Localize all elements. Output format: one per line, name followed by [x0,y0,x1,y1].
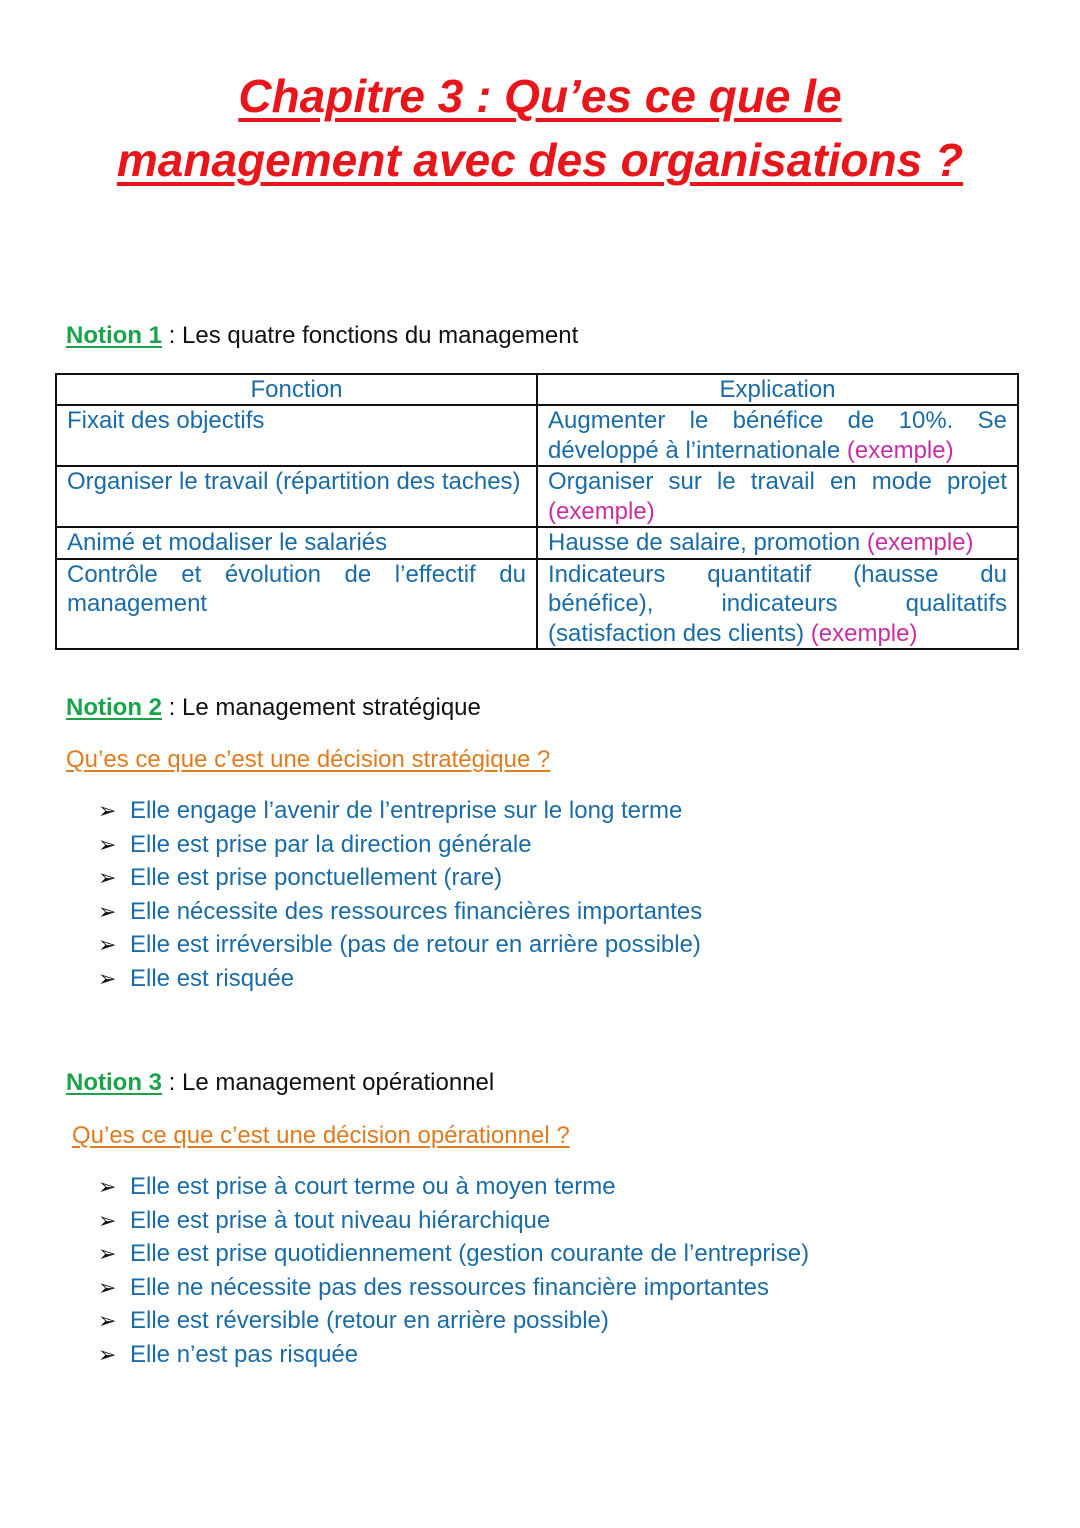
notion-1-label: Notion 1 [66,322,162,349]
list-item [98,962,702,996]
arrowhead-bullet-icon: ➢ [98,798,117,823]
notion-2-heading [66,694,481,722]
list-item-text: Elle est réversible (retour en arrière possible) [130,1307,609,1335]
arrowhead-bullet-icon: ➢ [98,1207,117,1233]
table-row [56,405,1018,466]
explication-cell [537,466,1018,527]
arrowhead-bullet-icon: ➢ [98,1241,117,1267]
fonction-cell: Organiser le travail (répartition des taches) [56,466,537,527]
fonction-cell: Fixait des objectifs [56,405,537,466]
list-item [98,828,702,862]
list-item [98,928,702,962]
list-item [98,1338,809,1372]
list-item [98,1237,809,1271]
notion-1-text: : Les quatre fonctions du management [162,322,579,349]
notion-2-question: Qu’es ce que c’est une décision stratégique ? [66,746,551,773]
fonction-cell: Animé et modaliser le salariés [56,527,537,559]
notion-3-heading [66,1069,494,1097]
functions-table [55,373,1019,650]
exemple-tag: (exemple) [846,436,954,464]
list-item-text: Elle nécessite des ressources financières importantes [130,897,703,925]
list-item-text: Elle est prise à court terme ou à moyen terme [130,1173,616,1200]
explication-text: Hausse de salaire, promotion [548,529,867,556]
explication-cell [537,527,1018,559]
notion-2-text: : Le management stratégique [162,694,481,721]
notion-2-label: Notion 2 [66,694,162,721]
list-item-text: Elle est prise quotidiennement (gestion courante de l’entreprise) [130,1240,810,1268]
arrowhead-bullet-icon: ➢ [98,831,117,857]
list-item-text: Elle est prise à tout niveau hiérarchique [130,1206,551,1234]
list-item-text: Elle ne nécessite pas des ressources financière importantes [130,1273,769,1301]
notion-2-list [98,794,702,996]
arrowhead-bullet-icon: ➢ [98,1274,117,1300]
title-line-1: Chapitre 3 : Qu’es ce que le [238,70,842,122]
arrowhead-bullet-icon: ➢ [98,1308,117,1334]
column-header-explication: Explication [537,374,1018,405]
list-item [98,895,702,929]
exemple-tag: (exemple) [548,497,655,525]
explication-cell [537,405,1018,466]
table-row [56,466,1018,527]
column-header-fonction: Fonction [56,374,537,405]
notion-3-text: : Le management opérationnel [162,1069,495,1096]
notion-3-label: Notion 3 [66,1069,162,1096]
arrowhead-bullet-icon: ➢ [98,1174,117,1199]
notion-1-heading [66,322,578,350]
list-item [98,1271,809,1305]
table-header-row [56,374,1018,405]
arrowhead-bullet-icon: ➢ [98,1341,117,1367]
list-item [98,1170,809,1204]
list-item-text: Elle est risquée [130,964,295,992]
explication-text: Organiser sur le travail en mode projet [548,468,1007,495]
explication-text: Indicateurs quantitatif (hausse du bénéfice), indicateurs qualitatifs (satisfaction des clients) [548,560,1007,647]
table-row [56,559,1018,650]
list-item [98,861,702,895]
table-row [56,527,1018,559]
fonction-cell: Contrôle et évolution de l’effectif du management [56,559,537,650]
notion-3-list [98,1170,809,1372]
list-item [98,794,702,828]
exemple-tag: (exemple) [810,619,918,647]
page-title [0,64,1080,192]
list-item [98,1204,809,1238]
list-item-text: Elle est irréversible (pas de retour en arrière possible) [130,931,701,959]
list-item-text: Elle engage l’avenir de l’entreprise sur le long terme [130,797,683,824]
list-item-text: Elle est prise par la direction générale [130,830,532,858]
arrowhead-bullet-icon: ➢ [98,965,117,991]
explication-cell [537,559,1018,650]
list-item-text: Elle est prise ponctuellement (rare) [130,864,503,892]
arrowhead-bullet-icon: ➢ [98,865,117,891]
list-item [98,1304,809,1338]
arrowhead-bullet-icon: ➢ [98,932,117,958]
exemple-tag: (exemple) [866,529,974,556]
notion-3-question: Qu’es ce que c’est une décision opérationnel ? [72,1122,570,1149]
arrowhead-bullet-icon: ➢ [98,898,117,924]
title-line-2: management avec des organisations ? [116,134,964,186]
list-item-text: Elle n’est pas risquée [130,1340,359,1368]
explication-text: Augmenter le bénéfice de 10%. Se développé à l’internationale [548,407,1007,464]
